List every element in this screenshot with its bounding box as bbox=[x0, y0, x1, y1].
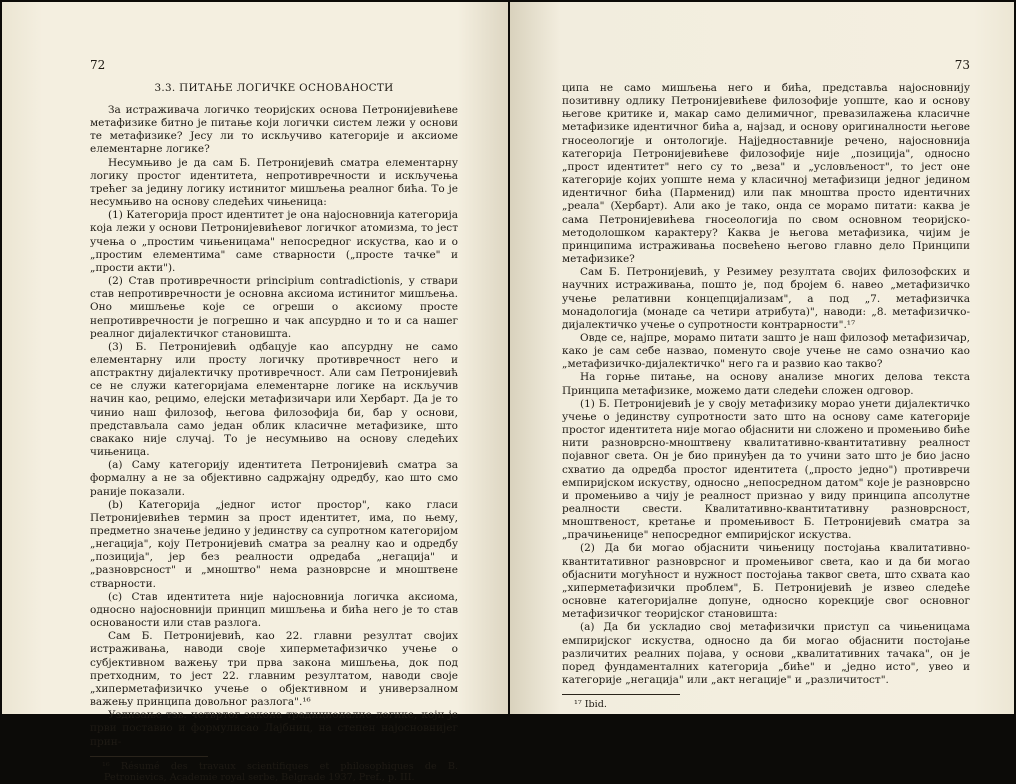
paragraph: За истраживача логичко теоријских основа Петронијевићеве метафизике битно је питање који логички систем лежи у основи те метафизике? Јесу ли то искључиво категорије и аксиоме елементарне логике? bbox=[90, 104, 458, 156]
footnote-divider bbox=[562, 694, 680, 695]
section-heading: 3.3. ПИТАЊЕ ЛОГИЧКЕ ОСНОВАНОСТИ bbox=[154, 82, 394, 94]
paragraph: Уздизање тзв. четвртог закона традиционалне логике, који је први поставио и формулисао Лајбниц, на степен најосновнијег прин- bbox=[90, 709, 458, 748]
paragraph: Сам Б. Петронијевић, у Резимеу резултата својих филозофских и научних истраживања, пошто је, под бројем 6. навео „метафизичко учење релативни концепцијализам", а под „7. метафизичка монадологија (монаде са четири атрибута)", наводи: „8. метафизичко-дијалектичко учење о супротности контрарности".¹⁷ bbox=[562, 266, 970, 331]
footnote: ¹⁷ Ibid. bbox=[574, 699, 607, 711]
paragraph: ципа не само мишљења него и бића, представља најосновнију позитивну одлику Петронијевићеве филозофије уопште, као и основу његове критике и, макар само делимичног, превазилажења класичне метафизике идентичног бића а, најзад, и основу оригиналности његове гносеологије и онтологије. Најједноставније речено, најосновнија категорија Петронијевићеве филозофије није „позиција", односно „прост идентитет" него су то „веза" и „условљеност", то јест оне категорије којих уопште нема у класичној метафизици једног једином идентичног бића (Парменид) или пак мноштва просто идентичних „реала" (Хербарт). Али ако је тако, онда се морамо питати: каква је сама Петронијевићева гносеологија по свом основном теоријско-методолошком карактеру? Каква је његова метафизика, чијим је принципима истраживања посвећено његово главно дело Принципи метафизике? bbox=[562, 82, 970, 266]
right-body-text bbox=[562, 82, 970, 711]
paragraph: (а) Да би ускладио свој метафизички приступ са чињеницама емпиријског искуства, односно да би могао објаснити постојање различитих реалних појава, у основи „квалитативних тачака", он је поред фундаменталних категорија „биће" и „једно исто", увео и категорије „негација" или „акт негације" и „различитост". bbox=[562, 621, 970, 687]
paragraph: Сам Б. Петронијевић, као 22. главни резултат својих истраживања, наводи своје хиперметафизичко учење о субјективном важењу три прва закона мишљења, док под претходним, то јест 22. главним резултатом, наводи своје „хиперметафизичко учење о објективном и универзалном важењу принципа довољног разлога".¹⁶ bbox=[90, 630, 458, 709]
paragraph: На горње питање, на основу анализе многих делова текста Принципа метафизике, можемо дати следећи сложен одговор. bbox=[562, 371, 970, 397]
page-number: 73 bbox=[954, 58, 970, 72]
paragraph: (2) Да би могао објаснити чињеницу постојања квалитативно-квантитативног разноврсног и промењивог света, као и да би могао објаснити могућност и нужност постојања таквог света, што схвата као „хиперметафизички проблем", Б. Петронијевић је извео следеће основне категоријалне допуне, односно корекције свог основног метафизичког теоријског становишта: bbox=[562, 542, 970, 621]
paragraph: (1) Б. Петронијевић је у своју метафизику морао унети дијалектичко учење о јединству супротности зато што на основу саме категорије простог идентитета није могао објаснити ни сложено и промењиво биће нити разноврсно-мноштвену квалитативно-квантитативну реалност појавног света. Он је био принуђен да то учини зато што је био јасно схватио да одредба простог идентитета („просто једно") противречи емпиријском искуству, односно „непосредном датом" које је разноврсно и промењиво а чију је реалност признао у виду принципа апсолутне реалности свести. Квалитативно-квантитативну разноврсност, мноштвеност, кретање и промењивост Б. Петронијевић сматра за „прачињенице" непосредног емпиријског искуства. bbox=[562, 397, 970, 542]
paragraph: (а) Самy категоријy идентитета Петронијевић сматра за формалну а не за објективно садржајну одредбу, као што смо раније показали. bbox=[90, 459, 458, 498]
footnote: ¹⁶ Résumé des travaux scientifiques et philosophiques de B. Petronievics, Academie royal serbe, Belgrade 1937, Pref., p. III. bbox=[102, 760, 458, 784]
paragraph: (1) Категорија прост идентитет је она најосновнија категорија која лежи у основи Петронијевићевог логичког атомизма, то јест учења о „простим чињеницама" непосредног искуства, као и о „простим елементима" саме стварности („просте тачке" и „прости акти"). bbox=[90, 209, 458, 274]
footnote-divider bbox=[90, 756, 208, 757]
page-number: 72 bbox=[90, 58, 106, 72]
right-page bbox=[510, 2, 1014, 714]
left-page bbox=[2, 2, 508, 784]
paragraph: (b) Категорија „једног истог простор", како гласи Петронијевићев термин за прост идентитет, има, по њему, предметно значење једино у јединству са супротном категоријом „негација", којy Петронијевић сматра за реалну као и одредбу „позиција", јер без реалности одредаба „негација" и „разноврсност" и „мноштво" нема разноврсне и мноштвене стварности. bbox=[90, 498, 458, 590]
paragraph: (3) Б. Петронијевић одбацује као апсурдну не само елементарну или просту логичку противречност него и апстрактну дијалектичку противречност. Али сам Петронијевић се не служи категоријама елементарне логике на искључив начин као, рецимо, елејски метафизичари или Хербарт. Да је то чинио наш филозоф, његова филозофија би, бар у основи, представљала само један облик класичне метафизике, што свакако није случај. То је несумњиво на основу следећих чињеница. bbox=[90, 340, 458, 459]
paragraph: Овде се, најпре, морамо питати зашто је наш филозоф метафизичар, како је сам себе назвао, поменуто своје учење не само означио као „метафизичко-дијалектичко" него га и развио као такво? bbox=[562, 331, 970, 371]
paragraph: (2) Став противречности principium contradictionis, у ствари став непротивречности је основна аксиома истинитог мишљења. Оно мишљење које се огреши о аксиому просте непротивречности је погрешно и чак апсурдно и то и са нашег реалног дијалектичког становишта. bbox=[90, 275, 458, 340]
left-body-text bbox=[90, 104, 458, 784]
paragraph: Несумњиво је да сам Б. Петронијевић сматра елементарну логику простог идентитета, непротивречности и искључења трећег за јединy логику истинитог мишљења реалног бића. То је несумњиво на основу следећих чињеница: bbox=[90, 156, 458, 209]
paragraph: (c) Став идентитета није најосновнија логичка аксиома, односно најосновнији принцип мишљења и бића него је то став основаности или став разлога. bbox=[90, 590, 458, 630]
